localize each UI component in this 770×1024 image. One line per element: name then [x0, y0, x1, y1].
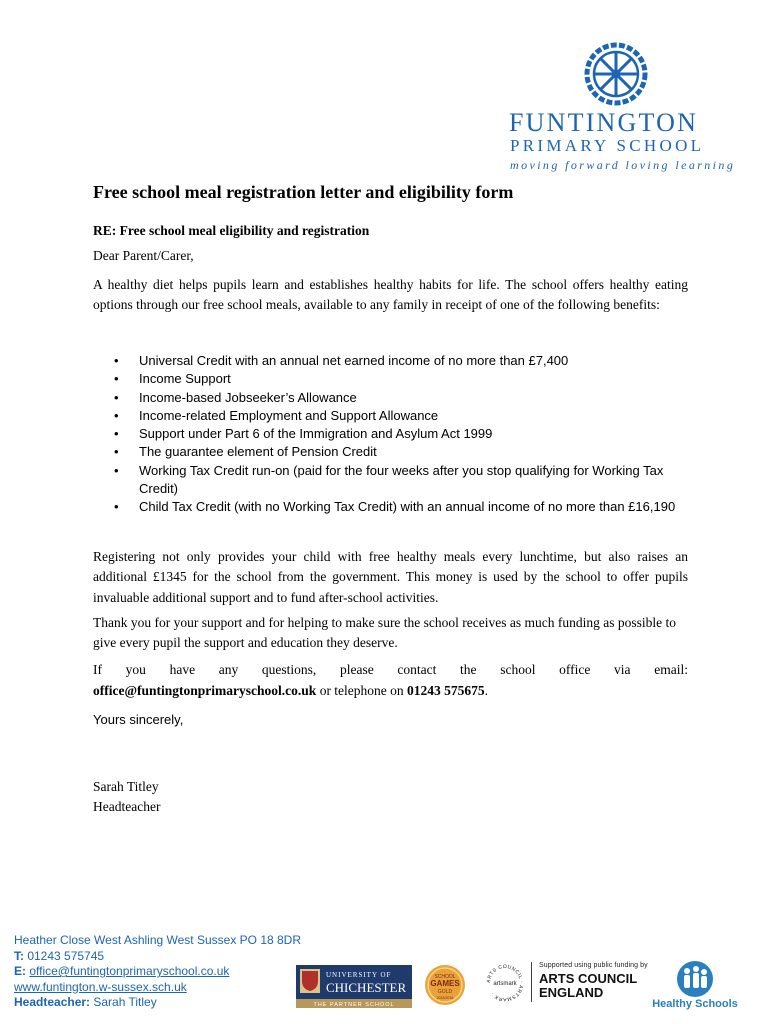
- closing: Yours sincerely,: [93, 712, 184, 727]
- contact-word: office: [559, 662, 591, 677]
- school-motto: moving forward loving learning: [510, 158, 736, 172]
- contact-word: you: [125, 662, 146, 677]
- school-logo-wheel-icon: [584, 42, 648, 106]
- contact-line-2: [93, 680, 688, 701]
- healthy-schools-text: Healthy Schools: [652, 998, 738, 1010]
- contact-word: any: [218, 662, 239, 677]
- artsmark-centre-text: artsmark: [493, 981, 517, 987]
- ace-supported-text: Supported using public funding by: [539, 962, 648, 969]
- tel-value: 01243 575745: [24, 948, 105, 963]
- benefit-item: • Universal Credit with an annual net earned income of no more than £7,400: [112, 352, 692, 370]
- contact-paragraph: [93, 659, 688, 701]
- university-of-chichester-logo: [296, 965, 412, 1008]
- footer-email: [14, 964, 301, 980]
- contact-word: have: [169, 662, 196, 677]
- contact-word: contact: [397, 662, 437, 677]
- contact-word: questions,: [261, 662, 317, 677]
- ace-name: [539, 972, 648, 1000]
- school-games-gold-badge-icon: [424, 964, 466, 1006]
- thanks-paragraph: Thank you for your support and for helping to make sure the school receives as much funding as possible to give every pupil the support and education they deserve.: [93, 615, 676, 651]
- ace-line2: ENGLAND: [539, 985, 604, 1000]
- footer-telephone: [14, 949, 301, 965]
- contact-mid-text: or telephone on: [316, 683, 408, 698]
- contact-word: via: [614, 662, 631, 677]
- contact-email[interactable]: office@funtingtonprimaryschool.co.uk: [93, 683, 317, 698]
- signer-name: Sarah Titley: [93, 779, 159, 794]
- contact-line-1: [93, 659, 688, 680]
- document-title: Free school meal registration letter and eligibility form: [93, 182, 514, 202]
- games-line3: GOLD: [437, 989, 453, 995]
- headteacher-label: Headteacher:: [14, 995, 91, 1009]
- benefit-item: • Income Support: [112, 370, 692, 388]
- benefit-item: • Support under Part 6 of the Immigration and Asylum Act 1999: [112, 425, 692, 443]
- benefit-item: • Income-related Employment and Support Allowance: [112, 407, 692, 425]
- artsmark-ring-text: ARTS COUNCIL · ARTSMARK ·: [485, 963, 525, 1003]
- school-subtitle: PRIMARY SCHOOL: [510, 136, 705, 155]
- subject-line: RE: Free school meal eligibility and registration: [93, 223, 370, 238]
- contact-word: school: [500, 662, 536, 677]
- benefit-item: • Income-based Jobseeker’s Allowance: [112, 389, 692, 407]
- benefits-list: [112, 352, 692, 517]
- chichester-sub-text: THE PARTNER SCHOOL: [313, 1002, 395, 1008]
- footer-headteacher: [14, 995, 301, 1011]
- logo-divider: [531, 962, 532, 1002]
- benefit-item: • Child Tax Credit (with no Working Tax Credit) with an annual income of no more than £16,190: [112, 498, 692, 516]
- artsmark-logo-icon: [484, 962, 526, 1004]
- tel-label: T:: [14, 948, 24, 963]
- signer-role: Headteacher: [93, 799, 161, 814]
- footer-website-link[interactable]: www.funtington.w-sussex.sch.uk: [14, 979, 187, 994]
- contact-word: please: [339, 662, 374, 677]
- benefit-item: • The guarantee element of Pension Credit: [112, 443, 692, 461]
- contact-end: .: [484, 683, 489, 698]
- headteacher-name: Sarah Titley: [90, 995, 157, 1009]
- healthy-schools-logo: [650, 960, 740, 1010]
- chichester-top-text: UNIVERSITY OF: [326, 971, 392, 979]
- footer-website: [14, 980, 301, 996]
- registration-paragraph: Registering not only provides your child with free healthy meals every lunchtime, but also raises an additional £1345 for the school from the government. This money is used by the school to offer pupils invaluable additional support and to fund after-school activities.: [93, 549, 688, 605]
- benefit-item: • Working Tax Credit run-on (paid for the four weeks after you stop qualifying for Working Tax Credit): [112, 462, 692, 499]
- contact-word: the: [460, 662, 477, 677]
- chichester-name-text: CHICHESTER: [326, 980, 407, 995]
- games-line2: GAMES: [430, 979, 460, 988]
- intro-paragraph: A healthy diet helps pupils learn and establishes healthy habits for life. The school offers healthy eating options through our free school meals, available to any family in receipt of one of the following benefits:: [93, 277, 688, 312]
- footer-contact: [14, 933, 301, 1011]
- contact-phone[interactable]: 01243 575675: [407, 683, 485, 698]
- ace-line1: ARTS COUNCIL: [539, 971, 638, 986]
- school-name: FUNTINGTON: [509, 108, 699, 137]
- games-line1: SCHOOL: [434, 974, 456, 980]
- footer-email-link[interactable]: office@funtingtonprimaryschool.co.uk: [29, 964, 230, 978]
- contact-word: email:: [654, 662, 688, 677]
- games-line4: 2015/2016: [436, 996, 454, 1000]
- footer-address: Heather Close West Ashling West Sussex PO 18 8DR: [14, 933, 302, 947]
- arts-council-england-logo: [539, 962, 648, 1000]
- contact-word: If: [93, 662, 102, 677]
- email-label: E:: [14, 964, 26, 978]
- signature-block: [93, 777, 688, 817]
- salutation: Dear Parent/Carer,: [93, 248, 194, 263]
